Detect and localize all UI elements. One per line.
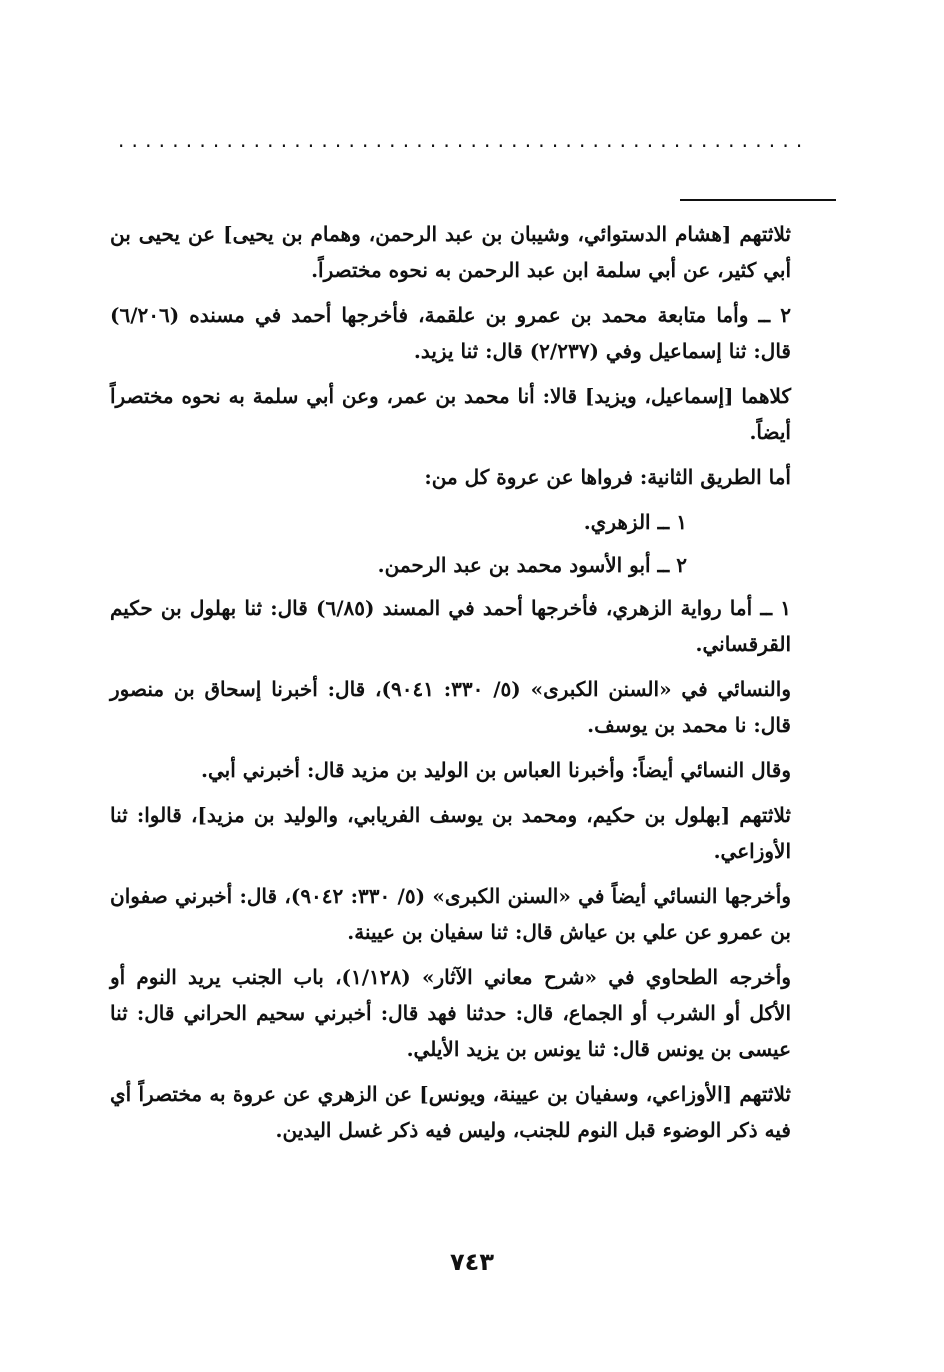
paragraph: ١ ــ أما رواية الزهري، فأخرجها أحمد في المسند (٦/٨٥) قال: ثنا بهلول بن حكيم القرقساني. [110,596,792,656]
separator-dots: ................................................... [118,128,810,152]
paragraph: ثلاثتهم [هشام الدستوائي، وشيبان بن عبد الرحمن، وهمام بن يحيى] عن يحيى بن أبي كثير، عن أبي سلمة ابن عبد الرحمن به نحوه مختصراً. [110,222,791,282]
list-item: ١ ــ الزهري. [583,510,687,534]
paragraph: ٢ ــ وأما متابعة محمد بن عمرو بن علقمة، فأخرجها أحمد في مسنده (٦/٢٠٦) قال: ثنا إسماعيل وفي (٢/٢٣٧) قال: ثنا يزيد. [110,303,791,363]
paragraph: ثلاثتهم [بهلول بن حكيم، ومحمد بن يوسف الفريابي، والوليد بن مزيد]، قالوا: ثنا الأوزاعي. [110,803,791,863]
section-heading: أما الطريق الثانية: فرواها عن عروة كل من: [424,465,791,489]
paragraph: والنسائي في «السنن الكبرى» (٥/ ٣٣٠: ٩٠٤١)، قال: أخبرنا إسحاق بن منصور قال: نا محمد بن يوسف. [110,677,791,737]
page-number: ٧٤٣ [450,1248,494,1276]
list-item: ٢ ــ أبو الأسود محمد بن عبد الرحمن. [377,553,687,577]
page-body [110,216,837,1157]
paragraph: كلاهما [إسماعيل، ويزيد] قالا: أنا محمد بن عمر، وعن أبي سلمة به نحوه مختصراً أيضاً. [110,384,791,444]
footnote-rule [680,199,836,201]
paragraph: وقال النسائي أيضاً: وأخبرنا العباس بن الوليد بن مزيد قال: أخبرني أبي. [201,758,791,782]
paragraph: وأخرجه الطحاوي في «شرح معاني الآثار» (١/١٢٨)، باب الجنب يريد النوم أو الأكل أو الشرب أو الجماع، قال: حدثنا فهد قال: أخبرني سحيم الحراني قال: ثنا عيسى بن يونس قال: ثنا يونس بن يزيد الأيلي. [110,965,791,1061]
paragraph: ثلاثتهم [الأوزاعي، وسفيان بن عيينة، ويونس] عن الزهري عن عروة به مختصراً أي فيه ذكر الوضوء قبل النوم للجنب، وليس فيه ذكر غسل اليدين. [110,1082,791,1142]
paragraph: وأخرجها النسائي أيضاً في «السنن الكبرى» (٥/ ٣٣٠: ٩٠٤٢)، قال: أخبرني صفوان بن عمرو عن علي بن عياش قال: ثنا سفيان بن عيينة. [110,884,791,944]
